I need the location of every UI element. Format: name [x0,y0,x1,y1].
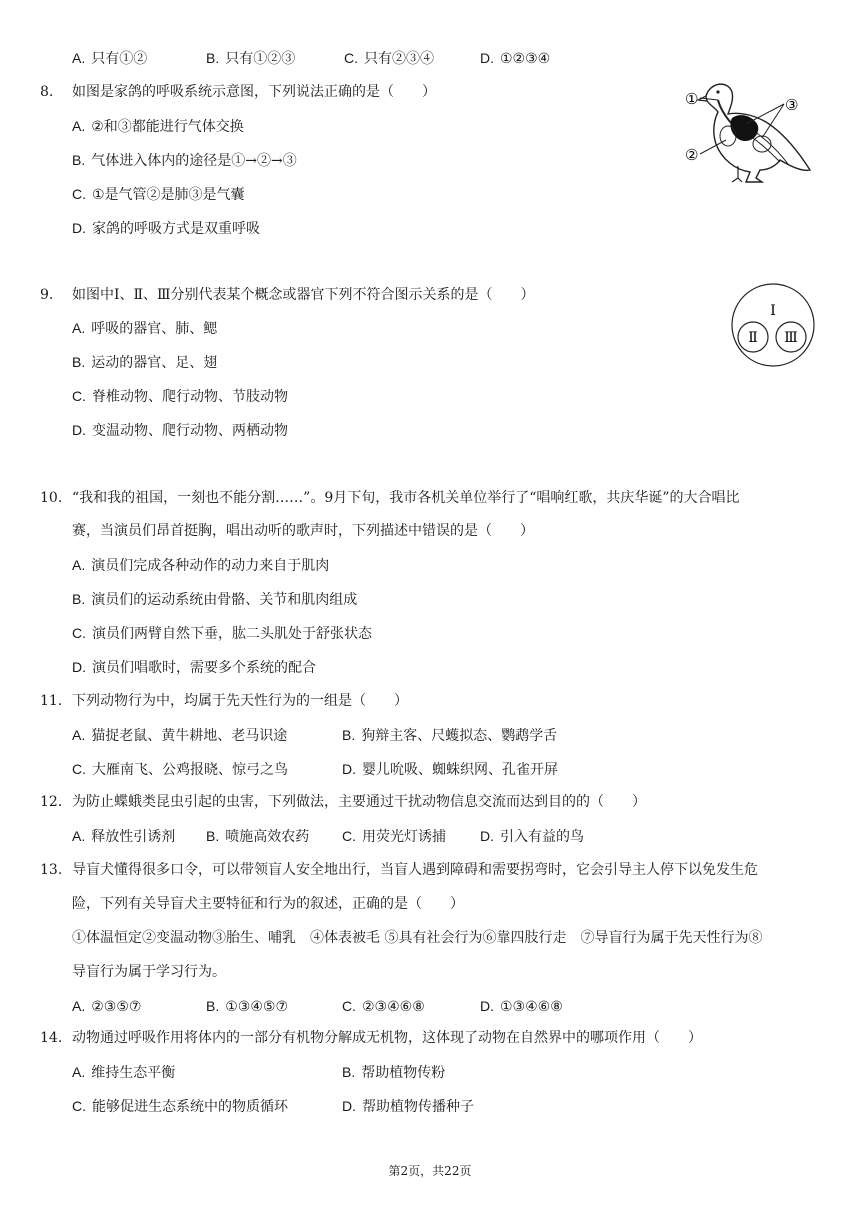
circle-label-2: Ⅱ [748,330,758,346]
q13-option-c: C. ②③④⑥⑧ [342,998,425,1015]
concept-circle-figure [720,282,826,368]
q10-option-b: B. 演员们的运动系统由骨骼、关节和肌肉组成 [72,591,358,608]
question-stem-line-2: 赛，当演员们昂首挺胸，唱出动听的歌声时，下列描述中错误的是（ ） [72,523,534,539]
q7-option-b: B. 只有①②③ [206,50,296,67]
q8-option-a: A. ②和③都能进行气体交换 [72,118,244,135]
q9-option-b: B. 运动的器官、足、翅 [72,354,218,371]
q10-option-c: C. 演员们两臂自然下垂，肱二头肌处于舒张状态 [72,625,372,642]
question-number: 14. [40,1030,63,1046]
circle-label-3: Ⅲ [784,330,798,346]
question-number: 9. [40,287,54,303]
q13-option-d: D. ①③④⑥⑧ [480,998,563,1015]
q9-option-a: A. 呼吸的器官、肺、鳃 [72,320,218,337]
question-number: 10. [40,490,63,506]
question-number: 11. [40,693,63,709]
question-stem: 如图是家鸽的呼吸系统示意图，下列说法正确的是（ ） [72,84,436,100]
q11-option-a: A. 猫捉老鼠、黄牛耕地、老马识途 [72,727,288,744]
q8-option-b: B. 气体进入体内的途径是①→②→③ [72,152,297,169]
q14-option-c: C. 能够促进生态系统中的物质循环 [72,1098,288,1115]
q13-option-b: B. ①③④⑤⑦ [206,998,288,1015]
q12-option-c: C. 用荧光灯诱捕 [342,828,446,845]
question-number: 8. [40,84,54,100]
question-stem-line-2: 险，下列有关导盲犬主要特征和行为的叙述，正确的是（ ） [72,896,464,912]
pigeon-respiratory-figure [676,74,826,186]
q10-option-a: A. 演员们完成各种动作的动力来自于肌肉 [72,557,330,574]
question-number: 13. [40,862,63,878]
question-stem-line-1: 导盲犬懂得很多口令，可以带领盲人安全地出行，当盲人遇到障碍和需要拐弯时，它会引导主人停下以免发生危 [72,862,758,878]
question-stem-line-4: 导盲行为属于学习行为。 [72,964,226,980]
question-stem: 下列动物行为中，均属于先天性行为的一组是（ ） [72,693,408,709]
q12-option-a: A. 释放性引诱剂 [72,828,176,845]
page-footer: 第2页，共22页 [388,1164,472,1178]
q7-option-d: D. ①②③④ [480,50,551,67]
figure-label-2: ② [685,146,699,164]
q12-option-b: B. 喷施高效农药 [206,828,310,845]
q14-option-a: A. 维持生态平衡 [72,1064,176,1081]
circle-label-1: Ⅰ [770,303,776,319]
question-stem: 动物通过呼吸作用将体内的一部分有机物分解成无机物，这体现了动物在自然界中的哪项作用（ ） [72,1030,702,1046]
q11-option-c: C. 大雁南飞、公鸡报晓、惊弓之鸟 [72,761,288,778]
q10-option-d: D. 演员们唱歌时，需要多个系统的配合 [72,659,316,676]
figure-label-3: ③ [785,96,799,114]
figure-label-1: ① [685,90,699,108]
q8-option-c: C. ①是气管②是肺③是气囊 [72,186,245,203]
question-stem-line-3: ①体温恒定②变温动物③胎生、哺乳 ④体表被毛 ⑤具有社会行为⑥靠四肢行走 ⑦导盲行为属于先天性行为⑧ [72,930,763,946]
q7-option-c: C. 只有②③④ [344,50,434,67]
q8-option-d: D. 家鸽的呼吸方式是双重呼吸 [72,220,260,237]
question-stem: 如图中Ⅰ、Ⅱ、Ⅲ分别代表某个概念或器官下列不符合图示关系的是（ ） [72,287,535,303]
q14-option-d: D. 帮助植物传播种子 [342,1098,474,1115]
q9-option-d: D. 变温动物、爬行动物、两栖动物 [72,422,288,439]
question-stem-line-1: “我和我的祖国，一刻也不能分割……”。9月下旬，我市各机关单位举行了“唱响红歌，共庆华诞”的大合唱比 [72,490,740,506]
q9-option-c: C. 脊椎动物、爬行动物、节肢动物 [72,388,288,405]
q13-option-a: A. ②③⑤⑦ [72,998,142,1015]
question-number: 12. [40,794,63,810]
q11-option-d: D. 婴儿吮吸、蜘蛛织网、孔雀开屏 [342,761,558,778]
q14-option-b: B. 帮助植物传粉 [342,1064,446,1081]
q11-option-b: B. 狗辩主客、尺蠖拟态、鹦鹉学舌 [342,727,558,744]
q7-option-a: A. 只有①② [72,50,148,67]
q12-option-d: D. 引入有益的鸟 [480,828,584,845]
question-stem: 为防止蝶蛾类昆虫引起的虫害，下列做法，主要通过干扰动物信息交流而达到目的的（ ） [72,794,646,810]
